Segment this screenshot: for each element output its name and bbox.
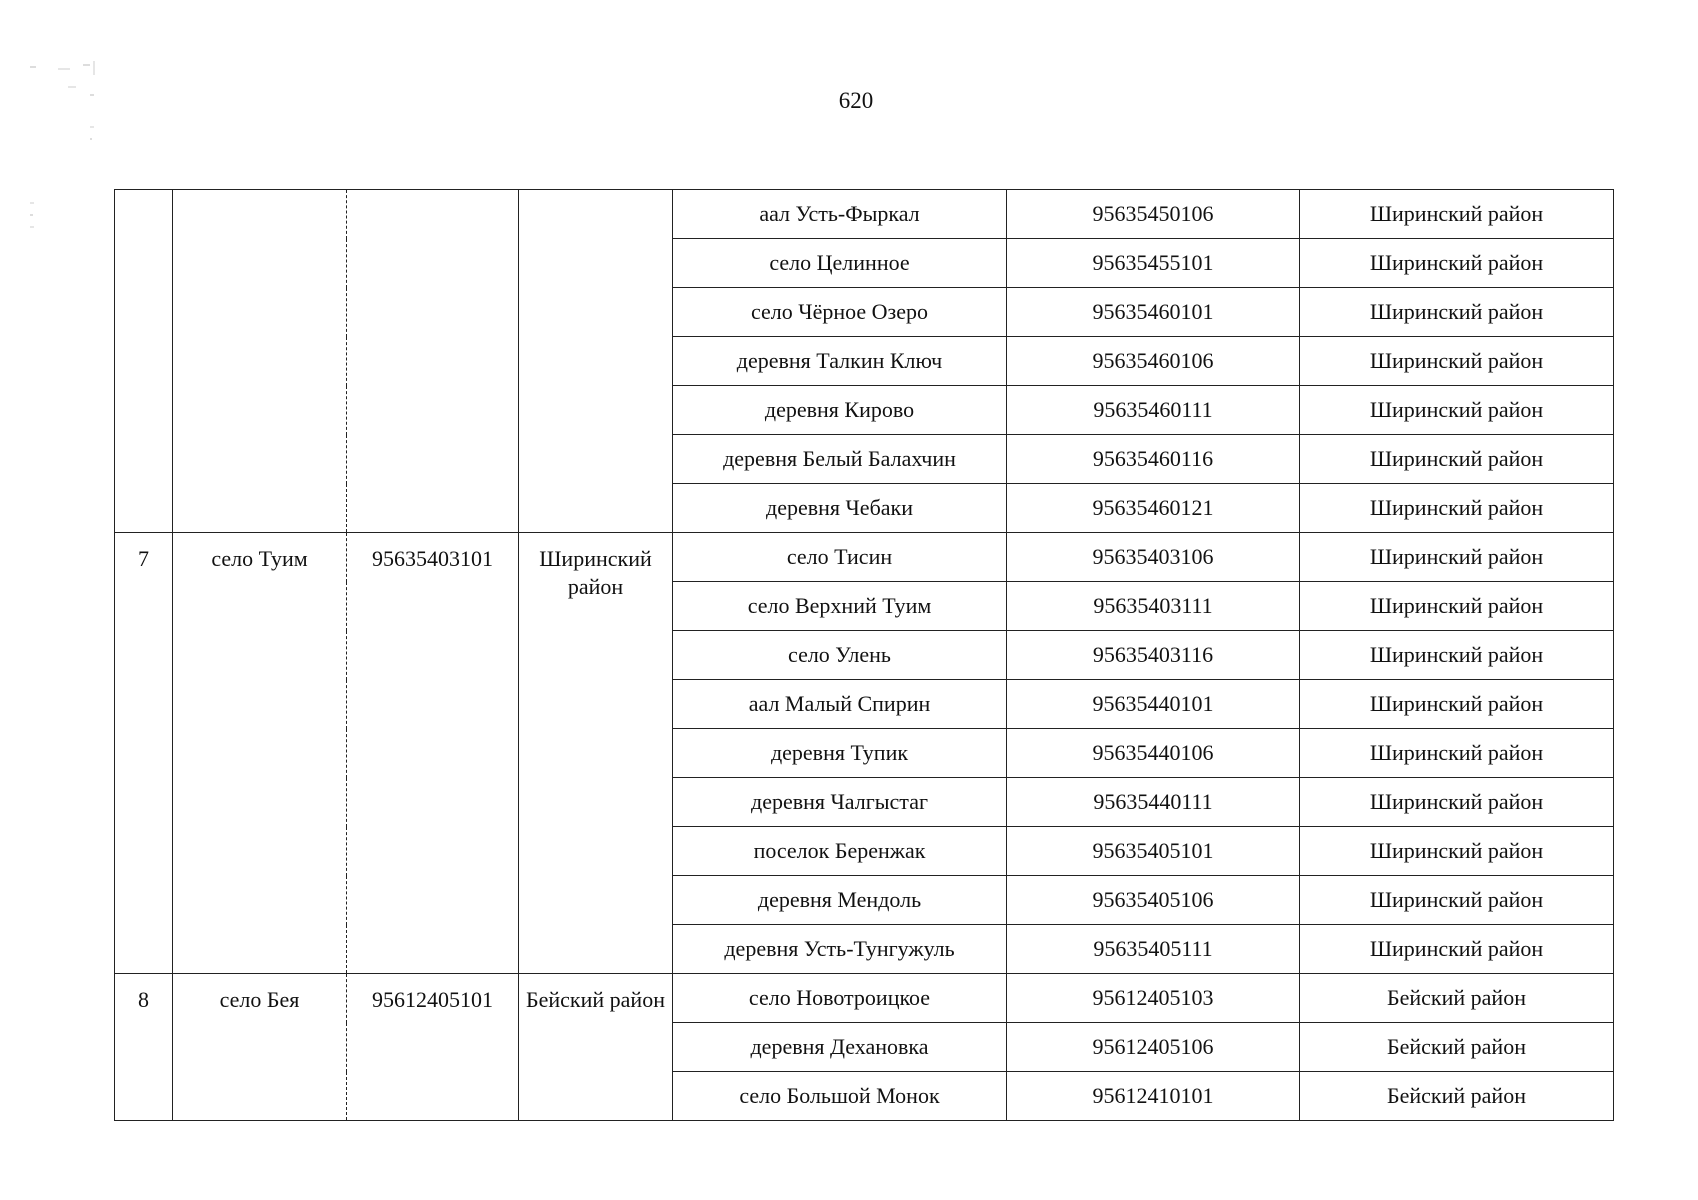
settlements-table xyxy=(114,189,1614,1121)
settlement-district-cell: Ширинский район xyxy=(1300,484,1614,533)
settlement-name-cell: село Чёрное Озеро xyxy=(673,288,1007,337)
table-row xyxy=(115,533,1614,582)
settlement-district-cell: Ширинский район xyxy=(1300,582,1614,631)
settlement-name-cell: село Новотроицкое xyxy=(673,974,1007,1023)
settlement-code-cell: 95635455101 xyxy=(1007,239,1300,288)
settlement-code-cell: 95635440111 xyxy=(1007,778,1300,827)
table-row xyxy=(115,190,1614,239)
settlement-name-cell: аал Малый Спирин xyxy=(673,680,1007,729)
settlement-name-cell: деревня Мендоль xyxy=(673,876,1007,925)
settlement-name-cell: село Целинное xyxy=(673,239,1007,288)
settlement-code-cell: 95635460121 xyxy=(1007,484,1300,533)
settlement-code-cell: 95635460101 xyxy=(1007,288,1300,337)
settlement-name-cell: деревня Кирово xyxy=(673,386,1007,435)
settlement-name-cell: деревня Белый Балахчин xyxy=(673,435,1007,484)
table-body xyxy=(115,190,1614,1121)
page-number: 620 xyxy=(838,88,874,113)
settlement-district-cell: Ширинский район xyxy=(1300,631,1614,680)
settlement-name-cell: деревня Чалгыстаг xyxy=(673,778,1007,827)
settlement-district-cell: Ширинский район xyxy=(1300,190,1614,239)
settlement-code-cell: 95635440106 xyxy=(1007,729,1300,778)
settlement-code-cell: 95635460111 xyxy=(1007,386,1300,435)
settlement-code-cell: 95635440101 xyxy=(1007,680,1300,729)
group-district-cell: Бейский район xyxy=(519,974,673,1121)
settlement-code-cell: 95635460106 xyxy=(1007,337,1300,386)
settlement-district-cell: Бейский район xyxy=(1300,1072,1614,1121)
table-row xyxy=(115,974,1614,1023)
settlement-name-cell: деревня Талкин Ключ xyxy=(673,337,1007,386)
settlement-code-cell: 95635405101 xyxy=(1007,827,1300,876)
group-oktmo-cell: 95635403101 xyxy=(347,533,519,974)
settlement-code-cell: 95612405106 xyxy=(1007,1023,1300,1072)
group-district-cell: Ширинский район xyxy=(519,533,673,974)
settlement-code-cell: 95612410101 xyxy=(1007,1072,1300,1121)
group-number-cell xyxy=(115,190,173,533)
settlement-code-cell: 95612405103 xyxy=(1007,974,1300,1023)
group-number-cell: 8 xyxy=(115,974,173,1121)
settlement-district-cell: Ширинский район xyxy=(1300,925,1614,974)
settlement-code-cell: 95635403106 xyxy=(1007,533,1300,582)
settlement-district-cell: Ширинский район xyxy=(1300,337,1614,386)
group-oktmo-cell: 95612405101 xyxy=(347,974,519,1121)
settlement-name-cell: деревня Дехановка xyxy=(673,1023,1007,1072)
group-number-cell: 7 xyxy=(115,533,173,974)
settlement-district-cell: Ширинский район xyxy=(1300,239,1614,288)
settlement-code-cell: 95635403116 xyxy=(1007,631,1300,680)
settlement-district-cell: Бейский район xyxy=(1300,1023,1614,1072)
settlement-code-cell: 95635450106 xyxy=(1007,190,1300,239)
group-district-cell xyxy=(519,190,673,533)
group-oktmo-cell xyxy=(347,190,519,533)
settlement-code-cell: 95635460116 xyxy=(1007,435,1300,484)
settlement-code-cell: 95635405106 xyxy=(1007,876,1300,925)
settlement-name-cell: деревня Чебаки xyxy=(673,484,1007,533)
settlement-name-cell: село Улень xyxy=(673,631,1007,680)
group-settlement-cell: село Туим xyxy=(173,533,347,974)
settlement-name-cell: село Тисин xyxy=(673,533,1007,582)
settlement-district-cell: Ширинский район xyxy=(1300,386,1614,435)
group-settlement-cell: село Бея xyxy=(173,974,347,1121)
settlement-district-cell: Ширинский район xyxy=(1300,729,1614,778)
settlement-district-cell: Ширинский район xyxy=(1300,876,1614,925)
settlement-district-cell: Ширинский район xyxy=(1300,533,1614,582)
settlement-district-cell: Ширинский район xyxy=(1300,778,1614,827)
settlement-district-cell: Ширинский район xyxy=(1300,827,1614,876)
settlement-code-cell: 95635405111 xyxy=(1007,925,1300,974)
settlement-name-cell: аал Усть-Фыркал xyxy=(673,190,1007,239)
settlement-district-cell: Ширинский район xyxy=(1300,680,1614,729)
settlement-name-cell: село Верхний Туим xyxy=(673,582,1007,631)
settlement-code-cell: 95635403111 xyxy=(1007,582,1300,631)
scan-artifact-marks xyxy=(28,55,108,255)
settlement-district-cell: Ширинский район xyxy=(1300,288,1614,337)
settlement-district-cell: Ширинский район xyxy=(1300,435,1614,484)
settlement-name-cell: поселок Беренжак xyxy=(673,827,1007,876)
settlement-district-cell: Бейский район xyxy=(1300,974,1614,1023)
settlement-name-cell: деревня Тупик xyxy=(673,729,1007,778)
settlement-name-cell: деревня Усть-Тунгужуль xyxy=(673,925,1007,974)
group-settlement-cell xyxy=(173,190,347,533)
settlement-name-cell: село Большой Монок xyxy=(673,1072,1007,1121)
